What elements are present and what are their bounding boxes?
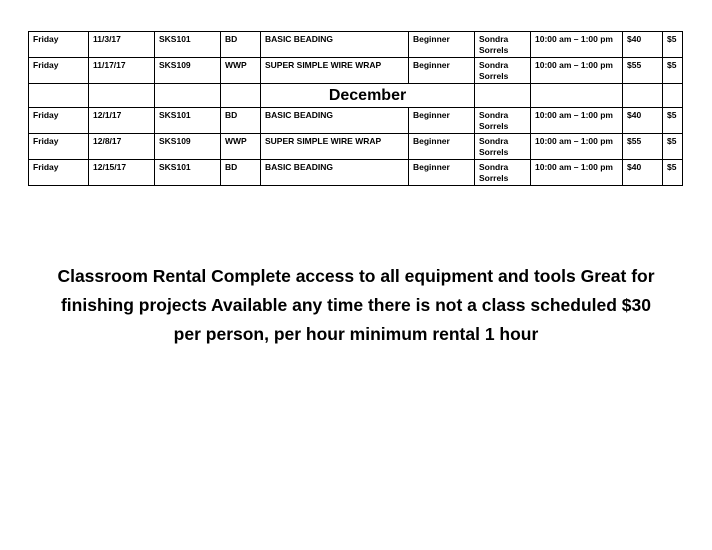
instructor-cell: Sondra Sorrels bbox=[475, 108, 531, 134]
day-cell: Friday bbox=[29, 134, 89, 160]
table-row bbox=[29, 134, 683, 160]
code-cell: WWP bbox=[221, 58, 261, 84]
price-cell: $55 bbox=[623, 134, 663, 160]
classroom-rental-notice: Classroom Rental Complete access to all equipment and tools Great for finishing projects Available any time there is not a class scheduled $30 per person, per hour minimum rental 1 hour bbox=[57, 266, 655, 344]
fee-cell: $5 bbox=[663, 32, 683, 58]
time-cell: 10:00 am – 1:00 pm bbox=[531, 32, 623, 58]
level-cell: Beginner bbox=[409, 134, 475, 160]
code-cell: BD bbox=[221, 108, 261, 134]
title-cell: SUPER SIMPLE WIRE WRAP bbox=[261, 58, 409, 84]
empty-cell bbox=[531, 84, 623, 108]
date-cell: 11/17/17 bbox=[89, 58, 155, 84]
date-cell: 11/3/17 bbox=[89, 32, 155, 58]
instructor-cell: Sondra Sorrels bbox=[475, 32, 531, 58]
level-cell: Beginner bbox=[409, 58, 475, 84]
table-row bbox=[29, 58, 683, 84]
class-schedule-table bbox=[28, 31, 683, 186]
title-cell: BASIC BEADING bbox=[261, 108, 409, 134]
empty-cell bbox=[623, 84, 663, 108]
day-cell: Friday bbox=[29, 108, 89, 134]
empty-cell bbox=[475, 84, 531, 108]
table-row bbox=[29, 160, 683, 186]
title-cell: SUPER SIMPLE WIRE WRAP bbox=[261, 134, 409, 160]
level-cell: Beginner bbox=[409, 160, 475, 186]
code-cell: WWP bbox=[221, 134, 261, 160]
time-cell: 10:00 am – 1:00 pm bbox=[531, 160, 623, 186]
time-cell: 10:00 am – 1:00 pm bbox=[531, 58, 623, 84]
course-cell: SKS101 bbox=[155, 32, 221, 58]
level-cell: Beginner bbox=[409, 108, 475, 134]
course-cell: SKS109 bbox=[155, 134, 221, 160]
price-cell: $40 bbox=[623, 160, 663, 186]
empty-cell bbox=[155, 84, 221, 108]
table-row bbox=[29, 108, 683, 134]
table-row bbox=[29, 32, 683, 58]
instructor-cell: Sondra Sorrels bbox=[475, 134, 531, 160]
empty-cell bbox=[29, 84, 89, 108]
date-cell: 12/8/17 bbox=[89, 134, 155, 160]
empty-cell bbox=[221, 84, 261, 108]
course-cell: SKS109 bbox=[155, 58, 221, 84]
level-cell: Beginner bbox=[409, 32, 475, 58]
month-heading: December bbox=[261, 84, 475, 108]
code-cell: BD bbox=[221, 160, 261, 186]
day-cell: Friday bbox=[29, 32, 89, 58]
course-cell: SKS101 bbox=[155, 108, 221, 134]
title-cell: BASIC BEADING bbox=[261, 32, 409, 58]
price-cell: $55 bbox=[623, 58, 663, 84]
date-cell: 12/15/17 bbox=[89, 160, 155, 186]
instructor-cell: Sondra Sorrels bbox=[475, 58, 531, 84]
fee-cell: $5 bbox=[663, 108, 683, 134]
day-cell: Friday bbox=[29, 58, 89, 84]
fee-cell: $5 bbox=[663, 160, 683, 186]
price-cell: $40 bbox=[623, 32, 663, 58]
code-cell: BD bbox=[221, 32, 261, 58]
course-cell: SKS101 bbox=[155, 160, 221, 186]
date-cell: 12/1/17 bbox=[89, 108, 155, 134]
fee-cell: $5 bbox=[663, 58, 683, 84]
time-cell: 10:00 am – 1:00 pm bbox=[531, 108, 623, 134]
fee-cell: $5 bbox=[663, 134, 683, 160]
title-cell: BASIC BEADING bbox=[261, 160, 409, 186]
instructor-cell: Sondra Sorrels bbox=[475, 160, 531, 186]
time-cell: 10:00 am – 1:00 pm bbox=[531, 134, 623, 160]
day-cell: Friday bbox=[29, 160, 89, 186]
month-divider-row bbox=[29, 84, 683, 108]
empty-cell bbox=[89, 84, 155, 108]
price-cell: $40 bbox=[623, 108, 663, 134]
empty-cell bbox=[663, 84, 683, 108]
